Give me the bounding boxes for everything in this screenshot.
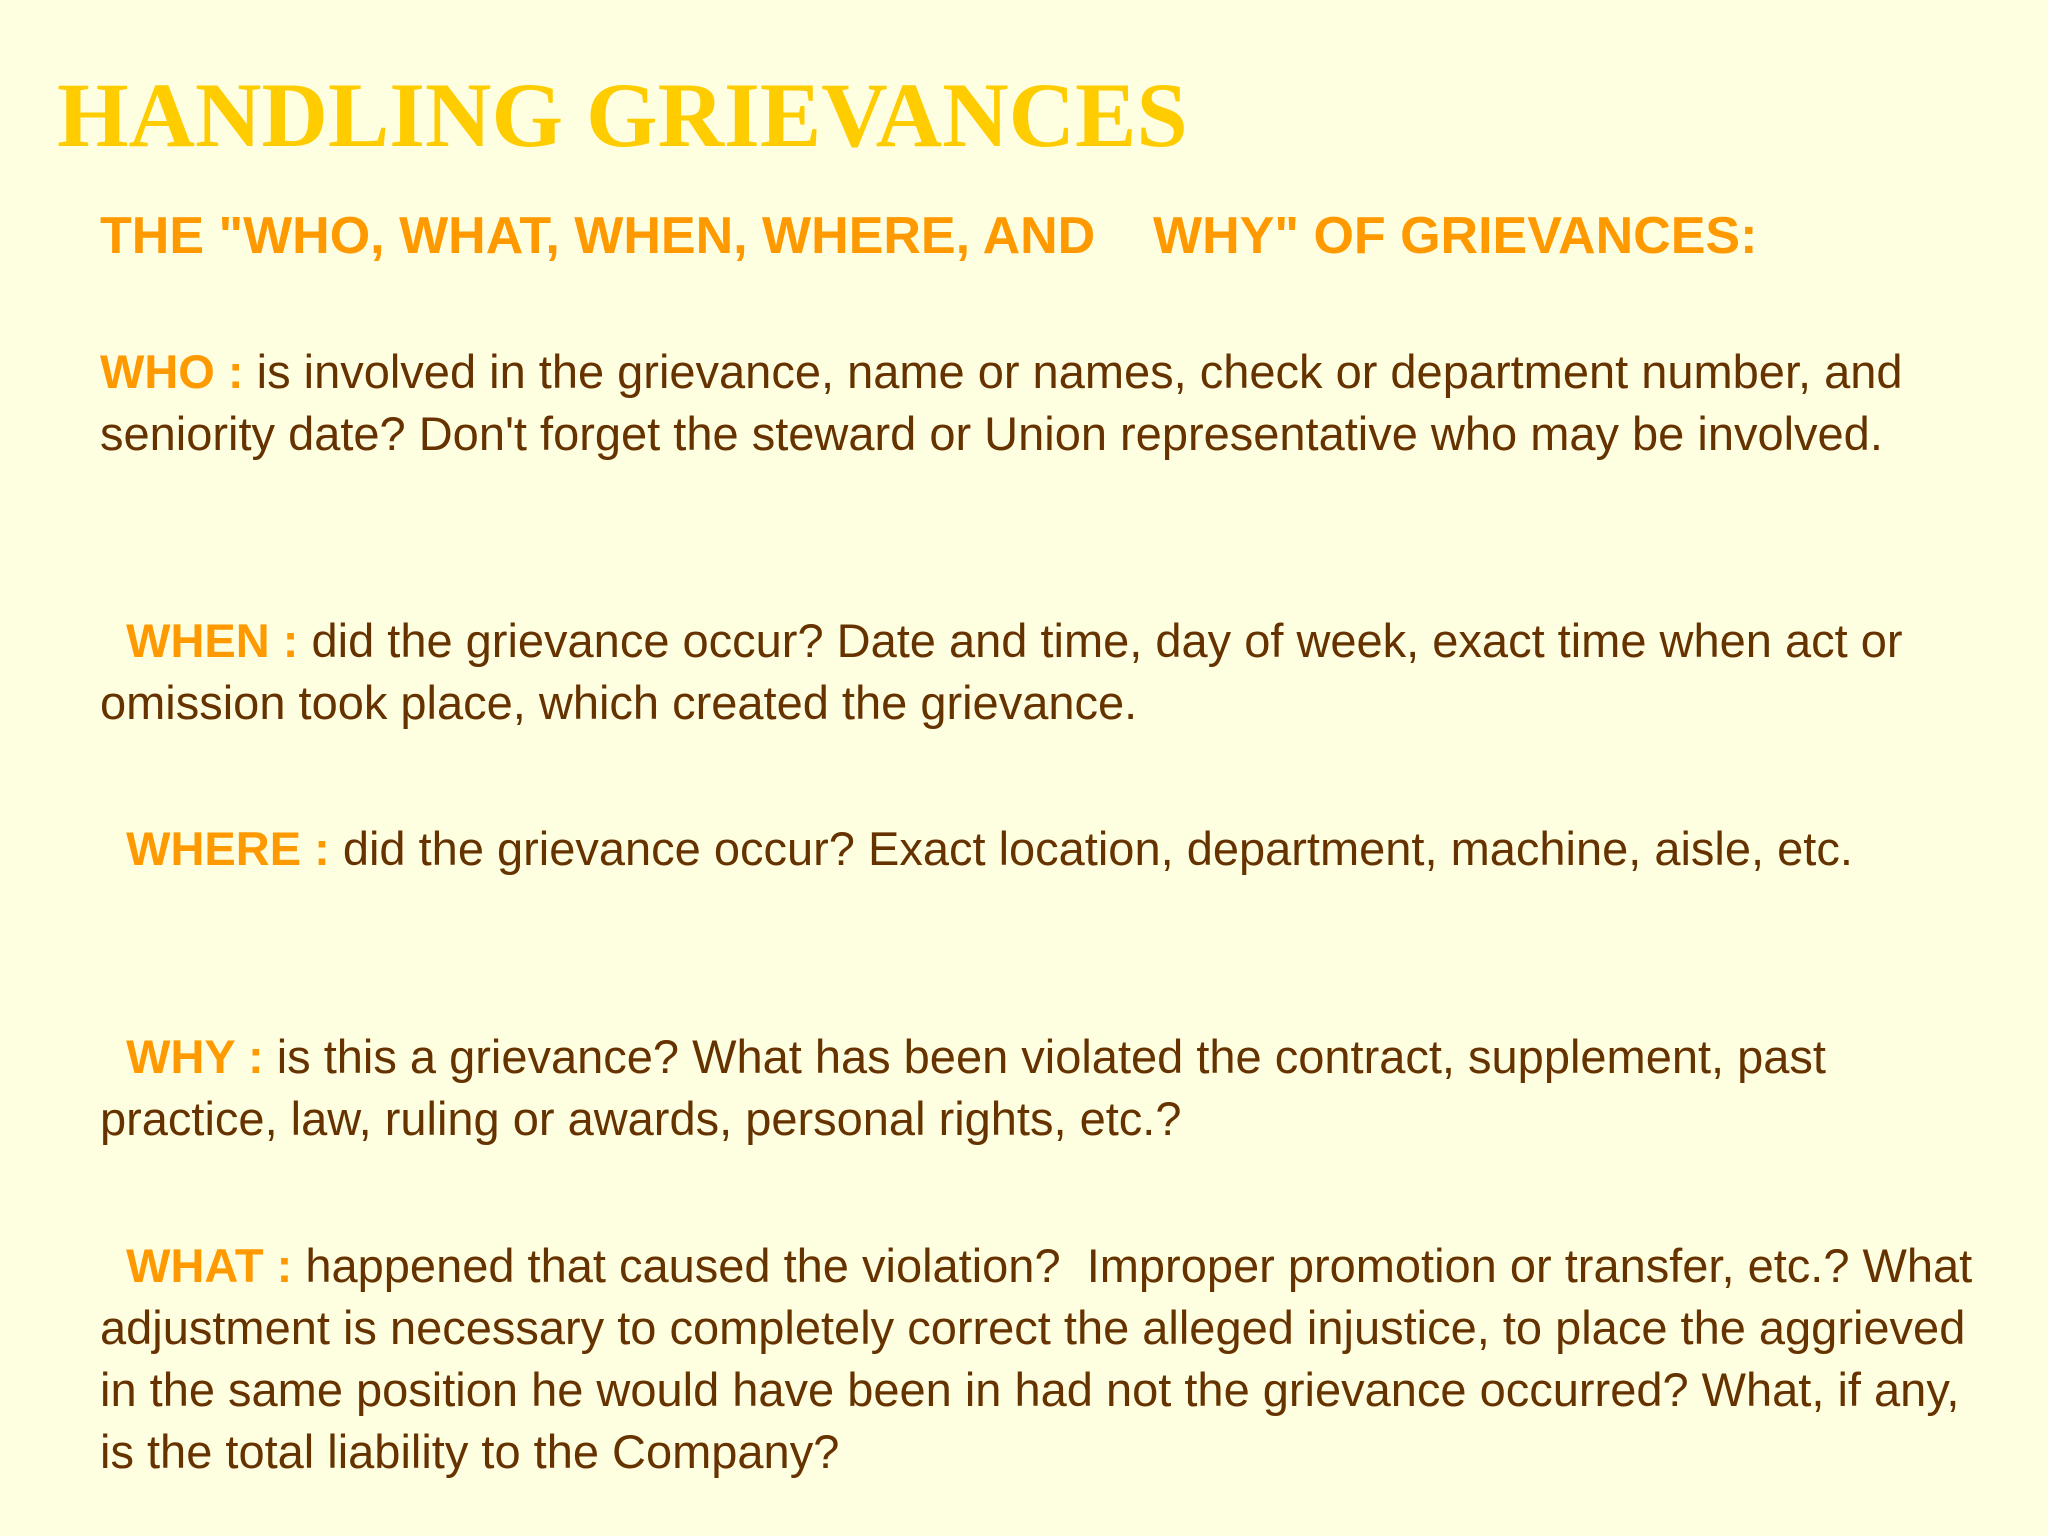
- entry-label-what: WHAT :: [100, 1239, 293, 1292]
- entry-where: [100, 818, 1980, 880]
- entry-text-when: did the grievance occur? Date and time, day of week, exact time when act or omission took place, which created the grievance.: [100, 614, 1916, 729]
- slide-subtitle: THE "WHO, WHAT, WHEN, WHERE, AND WHY" OF GRIEVANCES:: [100, 207, 1758, 265]
- entry-text-what: happened that caused the violation? Improper promotion or transfer, etc.? What adjustment is necessary to completely correct the alleged injustice, to place the aggrieved in the same position he would have been in had not the grievance occurred? What, if any, is the total liability to the Company?: [100, 1239, 1986, 1478]
- entry-why: [100, 1026, 1980, 1150]
- entry-text-where: did the grievance occur? Exact location, department, machine, aisle, etc.: [329, 822, 1853, 875]
- entry-label-why: WHY :: [100, 1030, 264, 1083]
- slide-title: HANDLING GRIEVANCES: [57, 64, 1188, 166]
- entry-when: [100, 610, 1980, 734]
- entry-label-where: WHERE :: [100, 822, 330, 875]
- entry-text-who: is involved in the grievance, name or names, check or department number, and seniority date? Don't forget the steward or Union representative who may be involved.: [100, 345, 1916, 460]
- entry-who: [100, 341, 1980, 465]
- entry-text-why: is this a grievance? What has been violated the contract, supplement, past practice, law, ruling or awards, personal rights, etc.?: [100, 1030, 1840, 1145]
- entry-label-who: WHO :: [100, 345, 244, 398]
- entry-what: [100, 1235, 1986, 1483]
- entry-label-when: WHEN :: [100, 614, 299, 667]
